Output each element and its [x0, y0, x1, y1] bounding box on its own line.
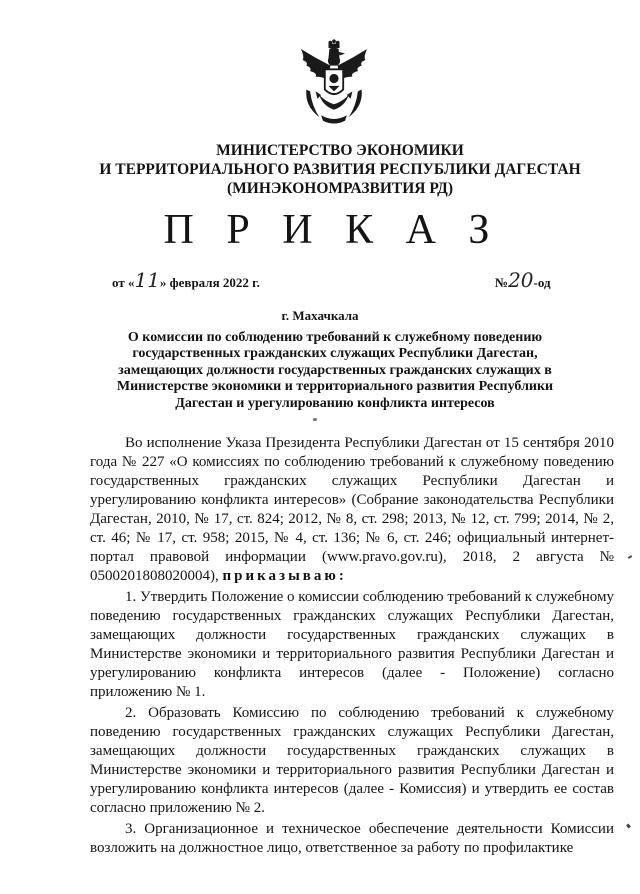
- handwritten-number: 20: [508, 268, 534, 292]
- order-subject: О комиссии по соблюдению требований к служебному поведению государственных гражданских служащих Республики Дагестан, замещающих должности государственных гражданских служащих в Министерстве экономики и территориального развития Республики Дагестан и урегулированию конфликта интересов: [116, 330, 554, 411]
- document-type-title: П Р И К А З: [163, 207, 501, 253]
- order-action-word: приказываю:: [222, 568, 347, 584]
- date-suffix: » февраля 2022 г.: [159, 275, 260, 290]
- ministry-abbreviation: (МИНЭКОНОМРАЗВИТИЯ РД): [226, 180, 454, 197]
- ministry-header: [60, 141, 620, 198]
- city-name: г. Махачкала: [281, 308, 359, 323]
- number-suffix: -од: [533, 275, 551, 290]
- item-1-paragraph: 1. Утвердить Положение о комиссии соблюдению требований к служебному поведению государственных гражданских служащих Республики Дагестан, замещающих должности государственных гражданских служащих в Министерстве экономики и территориального развития Республики Дагестан и урегулированию конфликта интересов (далее - Положение) согласно приложению № 1.: [90, 589, 614, 700]
- item-3-paragraph: 3. Организационное и техническое обеспечение деятельности Комиссии возложить на должностное лицо, ответственное за работу по профилактике: [90, 821, 614, 856]
- dagestan-eagle-emblem-icon: [288, 38, 380, 130]
- order-date: [112, 268, 260, 292]
- item-2-paragraph: 2. Образовать Комиссию по соблюдению требований к служебному поведению государственных гражданских служащих Республики Дагестан, замещающих должности государственных гражданских служащих в Министерстве экономики и территориального развития Республики Дагестан и урегулированию конфликта интересов (далее - Комиссия) и утвердить ее состав согласно приложению № 2.: [90, 705, 614, 816]
- number-prefix: №: [495, 275, 509, 290]
- handwritten-day: 11: [134, 268, 160, 292]
- intro-text: Во исполнение Указа Президента Республики Дагестан от 15 сентября 2010 года № 227 «О комиссиях по соблюдению требований к служебному поведению государственных гражданских служащих Республики Дагестан и урегулированию конфликта интересов» (Собрание законодательства Республики Дагестан, 2010, № 17, ст. 824; 2012, № 8, ст. 298; 2013, № 12, ст. 799; 2014, № 2, ст. 46; № 17, ст. 958; 2015, № 4, ст. 136; № 6, ст. 246; официальный интернет-портал правовой информации (www.pravo.gov.ru), 2018, 2 августа № 0500201808020004),: [90, 435, 614, 584]
- ministry-name-line-2: И ТЕРРИТОРИАЛЬНОГО РАЗВИТИЯ РЕСПУБЛИКИ ДАГЕСТАН: [99, 161, 581, 178]
- order-number: [495, 268, 551, 292]
- margin-mark: [626, 824, 631, 829]
- margin-mark: [628, 555, 632, 559]
- ministry-name-line-1: МИНИСТЕРСТВО ЭКОНОМИКИ: [216, 142, 464, 159]
- date-prefix: от «: [112, 275, 135, 290]
- order-body: [90, 434, 614, 858]
- intro-paragraph: [90, 434, 614, 586]
- ink-speck: [313, 418, 317, 421]
